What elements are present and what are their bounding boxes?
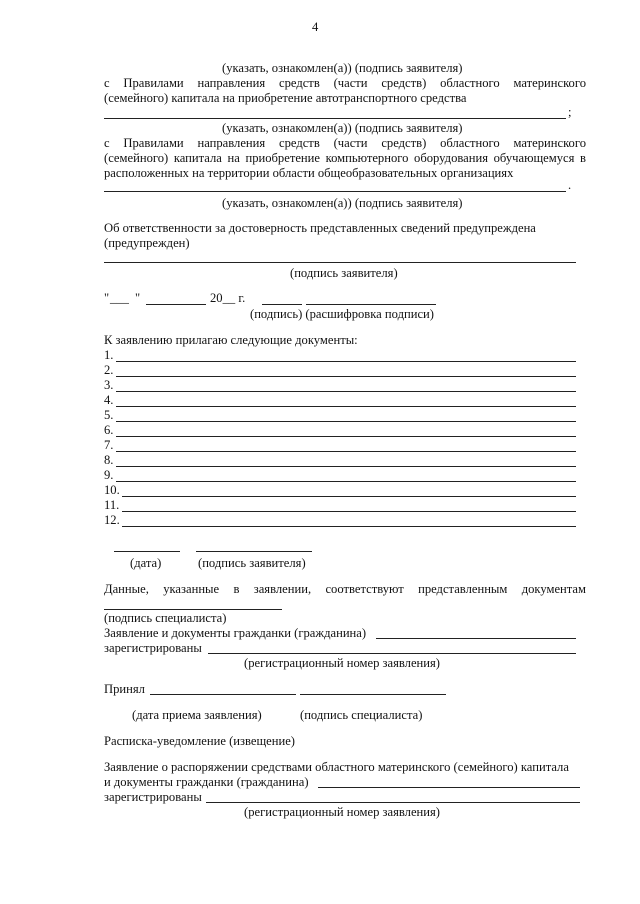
attachment-blank[interactable]	[116, 421, 576, 422]
attachment-blank[interactable]	[116, 406, 576, 407]
attachment-number: 6.	[104, 423, 114, 437]
specialist-signature-blank[interactable]	[104, 609, 282, 610]
registered-line-1: Заявление и документы гражданки (гражданина)	[104, 626, 367, 640]
attachment-number: 7.	[104, 438, 114, 452]
attachment-blank[interactable]	[116, 451, 576, 452]
attachment-number: 10.	[104, 483, 120, 497]
receipt-line-1: Заявление о распоряжении средствами областного материнского (семейного) капитала	[104, 760, 569, 774]
rules-computer-line-1: с Правилами направления средств (части средств) областного материнского	[104, 136, 586, 150]
attachment-number: 11.	[104, 498, 120, 512]
specialist-data-line: Данные, указанные в заявлении, соответствуют представленным документам	[104, 582, 586, 596]
receipt-title: Расписка-уведомление (извещение)	[104, 734, 296, 748]
rules-computer-line-2: (семейного) капитала на приобретение компьютерного оборудования обучающемуся в	[104, 151, 586, 165]
applicant-signature-caption: (подпись заявителя)	[198, 556, 306, 570]
attachment-number: 2.	[104, 363, 114, 377]
attachment-blank[interactable]	[122, 511, 576, 512]
rules-computer-line-3: расположенных на территории области общеобразовательных организациях	[104, 166, 514, 180]
attachment-number: 12.	[104, 513, 120, 527]
rules-auto-end-mark: ;	[568, 105, 572, 119]
rules-auto-blank[interactable]	[104, 118, 566, 119]
rules-computer-blank[interactable]	[104, 191, 566, 192]
receipt-reg-number-blank[interactable]	[206, 802, 580, 803]
page-number: 4	[312, 20, 319, 34]
attachment-blank[interactable]	[116, 361, 576, 362]
responsibility-line-2: (предупрежден)	[104, 236, 190, 250]
rules-auto-line-1: с Правилами направления средств (части средств) областного материнского	[104, 76, 586, 90]
attachment-blank[interactable]	[116, 391, 576, 392]
attachment-blank[interactable]	[116, 436, 576, 437]
registered-line-2: зарегистрированы	[104, 641, 202, 655]
attachment-number: 4.	[104, 393, 114, 407]
attachment-number: 1.	[104, 348, 114, 362]
attachment-blank[interactable]	[116, 376, 576, 377]
rules-auto-caption: (указать, ознакомлен(а)) (подпись заявителя)	[222, 121, 463, 135]
citizen-name-blank[interactable]	[376, 638, 576, 639]
accepted-signature-blank[interactable]	[300, 694, 446, 695]
accepted-date-blank[interactable]	[150, 694, 296, 695]
responsibility-line-1: Об ответственности за достоверность представленных сведений предупреждена	[104, 221, 536, 235]
applicant-date-caption: (дата)	[130, 556, 162, 570]
date-day-blank[interactable]: ___	[110, 291, 129, 305]
responsibility-signature-blank[interactable]	[104, 262, 576, 263]
rules-auto-line-2: (семейного) капитала на приобретение автотранспортного средства	[104, 91, 467, 105]
applicant-date-blank[interactable]	[114, 551, 180, 552]
receipt-citizen-blank[interactable]	[318, 787, 580, 788]
reg-number-blank[interactable]	[208, 653, 576, 654]
attachment-number: 9.	[104, 468, 114, 482]
date-quote-open: "	[104, 291, 110, 305]
accepted-label: Принял	[104, 682, 145, 696]
date-year: 20__ г.	[210, 291, 246, 305]
attachment-blank[interactable]	[116, 481, 576, 482]
rules-computer-end-mark: .	[568, 178, 572, 192]
accepted-sign-caption: (подпись специалиста)	[300, 708, 423, 722]
date-quote-close: "	[135, 291, 141, 305]
date-signature-decode-blank[interactable]	[306, 304, 436, 305]
date-signature-blank[interactable]	[262, 304, 302, 305]
date-caption: (подпись) (расшифровка подписи)	[250, 307, 434, 321]
attachments-heading: К заявлению прилагаю следующие документы:	[104, 333, 358, 347]
attachment-number: 5.	[104, 408, 114, 422]
attachment-number: 8.	[104, 453, 114, 467]
reg-number-caption: (регистрационный номер заявления)	[244, 656, 441, 670]
receipt-line-3: зарегистрированы	[104, 790, 202, 804]
attachment-blank[interactable]	[122, 526, 576, 527]
accepted-date-caption: (дата приема заявления)	[132, 708, 262, 722]
rules-computer-caption: (указать, ознакомлен(а)) (подпись заявителя)	[222, 196, 463, 210]
attachment-blank[interactable]	[122, 496, 576, 497]
attachment-number: 3.	[104, 378, 114, 392]
receipt-line-2: и документы гражданки (гражданина)	[104, 775, 309, 789]
applicant-signature-blank[interactable]	[196, 551, 312, 552]
date-month-blank[interactable]	[146, 304, 206, 305]
attachment-blank[interactable]	[116, 466, 576, 467]
responsibility-caption: (подпись заявителя)	[290, 266, 398, 280]
receipt-reg-caption: (регистрационный номер заявления)	[244, 805, 441, 819]
consent-caption-1: (указать, ознакомлен(а)) (подпись заявителя)	[222, 61, 463, 75]
specialist-caption: (подпись специалиста)	[104, 611, 227, 625]
